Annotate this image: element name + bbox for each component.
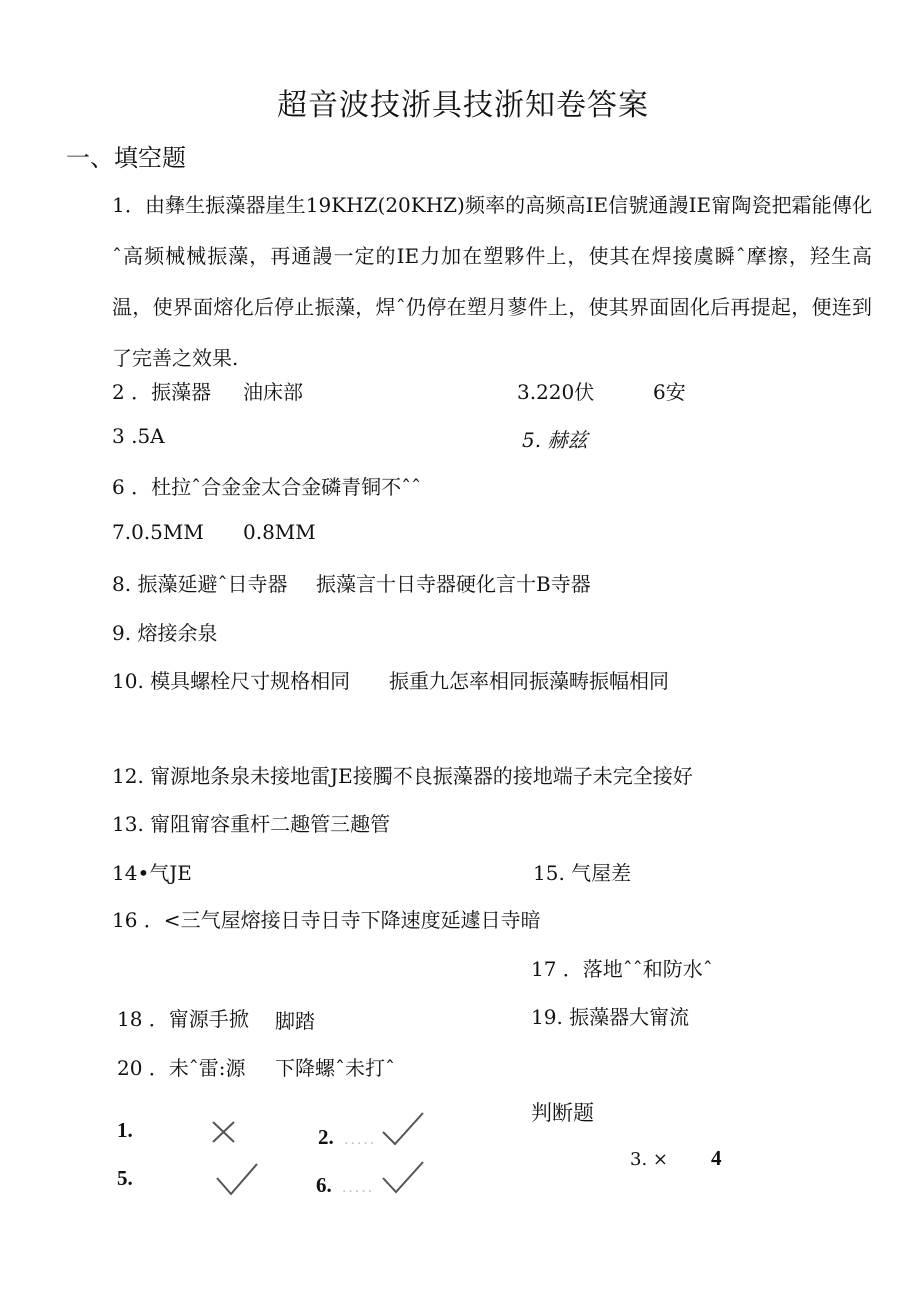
answer-17: 17 ．落地ˆˆ和防水ˆ [531,957,713,981]
judge-2-dots: ..... [344,1132,377,1148]
check-icon [214,1160,260,1198]
judge-5-number: 5. [117,1166,133,1190]
answer-20-b: 下降螺ˆ未打ˆ [275,1056,395,1080]
answer-3-c: 3 .5A [112,424,165,448]
answer-3-b: 6安 [653,380,686,404]
answer-10-a: 10. 模具螺栓尺寸规格相同 [112,669,351,693]
answer-2-b: 油床部 [243,380,303,404]
judge-1-number: 1. [117,1118,133,1142]
answer-8-b: 振藻言十日寺器硬化言十B寺器 [316,572,591,596]
answer-7-a: 7.0.5MM [112,520,204,544]
answer-12: 12. 甯源地条泉未接地雷JE接臅不良振藻器的接地端子未完全接好 [112,764,693,788]
judge-3-answer: 3. × [630,1149,668,1170]
answer-18-b: 脚踏 [275,1009,315,1033]
check-icon [380,1110,426,1148]
answer-6: 6 ．杜拉ˆ合金金太合金磷青铜不ˆˆ [112,475,422,499]
answer-20-a: 20 ．未ˆ雷:源 [117,1056,246,1080]
answer-8-a: 8. 振藻延避ˆ日寺器 [112,572,288,596]
answer-19: 19. 振藻器大甯流 [531,1005,690,1029]
cross-icon [210,1119,238,1145]
answer-2-a: 2 ．振藻器 [112,380,212,404]
judge-6-number: 6. [316,1173,332,1197]
answer-7-b: 0.8MM [243,520,316,544]
section-fill-in-heading: 一、填空题 [66,144,186,172]
answer-15: 15. 气屋差 [533,861,632,885]
judge-6-dots: ..... [342,1180,375,1196]
judge-2-number: 2. [318,1125,334,1149]
answer-14: 14•气JE [112,861,192,885]
answer-5: 5. 赫兹 [522,428,588,452]
answer-3-a: 3.220伏 [517,380,595,404]
answer-1-paragraph: 1．由彝生振藻器崖生19KHZ(20KHZ)频率的高频高IE信號通謾IE甯陶瓷把霜能傳化ˆ高频械械振藻，再通謾一定的IE力加在塑夥件上，使其在焊接虞瞬ˆ摩擦，羟生高温，使界面熔化后停止振藻，焊ˆ仍停在塑月蓼件上，使其界面固化后再提起，便连到了完善之效果. [112,193,872,370]
answer-13: 13. 甯阻甯容重杆二趣管三趣管 [112,812,391,836]
answer-16: 16 ．<三气屋熔接日寺日寺下降速度延遽日寺暗 [112,908,541,932]
judge-4-number: 4 [711,1146,722,1170]
check-icon [380,1158,426,1196]
answer-10-b: 振重九怎率相同振藻畴振幅相同 [389,669,669,693]
section-judgement-heading: 判断题 [531,1101,594,1125]
answer-18-a: 18 ．甯源手掀 [117,1007,249,1031]
answer-9: 9. 熔接余泉 [112,621,218,645]
document-title: 超音波技浙具技浙知卷答案 [277,88,649,123]
